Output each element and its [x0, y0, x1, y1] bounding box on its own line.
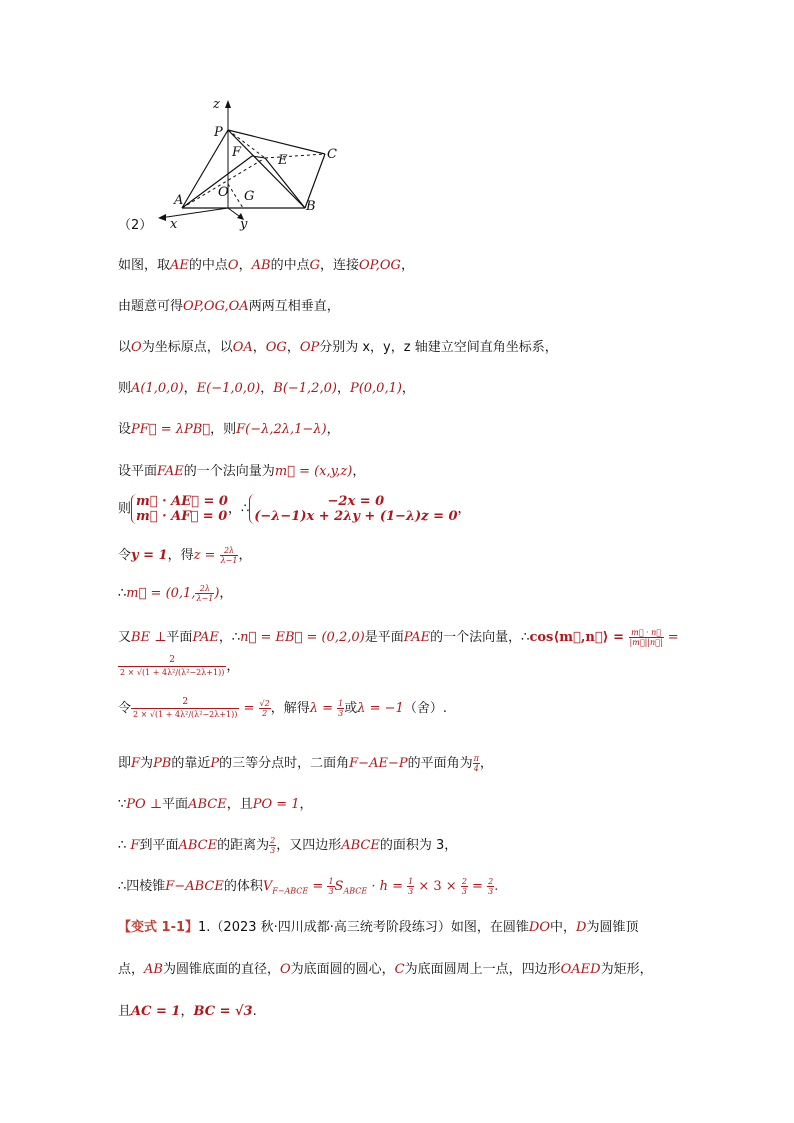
line-4: 则A(1,0,0)，E(−1,0,0)，B(−1,2,0)，P(0,0,1)，	[118, 381, 415, 396]
label-F: F	[232, 145, 242, 160]
line-16: ∴四棱锥F−ABCE的体积$V_{F-ABCE}$ = $\frac{1}{3}$ $S_{ABCE} \cdot h$ = $\frac{1}{3}$ × 3 × $\frac{2}{3}$ = $\frac{2}{3}$ .	[118, 877, 499, 896]
label-G: G	[244, 189, 255, 204]
label-E: E	[278, 153, 288, 168]
line-1: 如图，取AE的中点O，AB的中点G，连接OP,OG，	[118, 258, 414, 273]
line-5: 设PF⃗ = λPB⃗，则F(−λ,2λ,1−λ)，	[118, 422, 340, 437]
geometry-figure	[140, 96, 360, 236]
edge-PB	[228, 130, 305, 208]
line-12: 令 $\frac{2}{\text{2 × √(1 + 4λ²/(λ²−2λ+1))}}$ = $\frac{√2}{2}$ ，解得λ = $\frac{1}{3}$ 或λ = −1（舍）.	[118, 697, 447, 719]
label-O: O	[218, 185, 229, 200]
equation-system-2: −2x = 0 (−λ−1)x + 2λy + (1−λ)z = 0	[249, 494, 457, 524]
edge-PC	[228, 130, 325, 154]
line-6: 设平面FAE的一个法向量为m⃗ = (x,y,z)，	[118, 464, 366, 479]
label-A: A	[174, 193, 184, 208]
line-11: $\frac{2}{\text{2 × √(1 + 4λ²/(λ²−2λ+1))}}$ ，	[120, 655, 240, 677]
segment-AF	[182, 156, 255, 208]
variant-line-2: 点，AB为圆锥底面的直径，O为底面圆的圆心，C为底面圆周上一点，四边形OAED为矩形，	[118, 962, 653, 977]
label-C: C	[327, 147, 337, 162]
label-B: B	[306, 199, 316, 214]
line-13: 即F为PB的靠近P的三等分点时，二面角F−AE−P的平面角为 $\frac{\pi}{4}$ ，	[118, 754, 493, 773]
line-10: 又BE ⊥平面PAE，∴n⃗ = EB⃗ = (0,2,0)是平面PAE的一个法向量，∴cos⟨m⃗,n⃗⟩ = $\frac{m⃗ \cdot n⃗}{|m⃗||n⃗|}$ =	[118, 628, 679, 647]
line-3: 以O为坐标原点，以OA，OG，OP分别为 x，y，z 轴建立空间直角坐标系，	[118, 340, 558, 355]
z-axis-arrow	[225, 100, 231, 108]
variant-line-1: 【变式 1-1】1.（2023 秋·四川成都·高三统考阶段练习）如图，在圆锥DO中，D为圆锥顶	[118, 920, 639, 935]
variant-line-3: 且AC = 1，BC = √3.	[118, 1004, 257, 1019]
segment-OG	[228, 184, 243, 208]
label-P: P	[214, 125, 223, 140]
line-8: 令y = 1，得z = $\frac{2\lambda}{\lambda-1}$ ，	[118, 546, 252, 565]
equation-system-1: m⃗ · AE⃗ = 0 m⃗ · AF⃗ = 0	[131, 494, 228, 524]
line-9: ∴m⃗ = (0,1, $\frac{2\lambda}{\lambda-1}$ )，	[118, 584, 233, 603]
part-label: （2）	[118, 218, 153, 233]
line-2: 由题意可得OP,OG,OA两两互相垂直，	[118, 299, 340, 314]
label-y: y	[240, 217, 248, 232]
label-z: z	[213, 97, 220, 112]
x-axis-arrow	[158, 214, 166, 221]
edge-EC	[265, 154, 325, 158]
line-14: ∵PO ⊥平面ABCE，且PO = 1，	[118, 797, 313, 812]
line-7: 则 m⃗ · AE⃗ = 0 m⃗ · AF⃗ = 0，∴ −2x = 0 (−λ−1)x + 2λy + (1−λ)z = 0，	[118, 494, 471, 524]
pyramid-diagram	[140, 96, 360, 236]
line-15: ∴ F到平面ABCE的距离为 $\frac{2}{3}$ ，又四边形ABCE的面积为 3，	[118, 836, 458, 855]
label-x: x	[170, 217, 178, 232]
